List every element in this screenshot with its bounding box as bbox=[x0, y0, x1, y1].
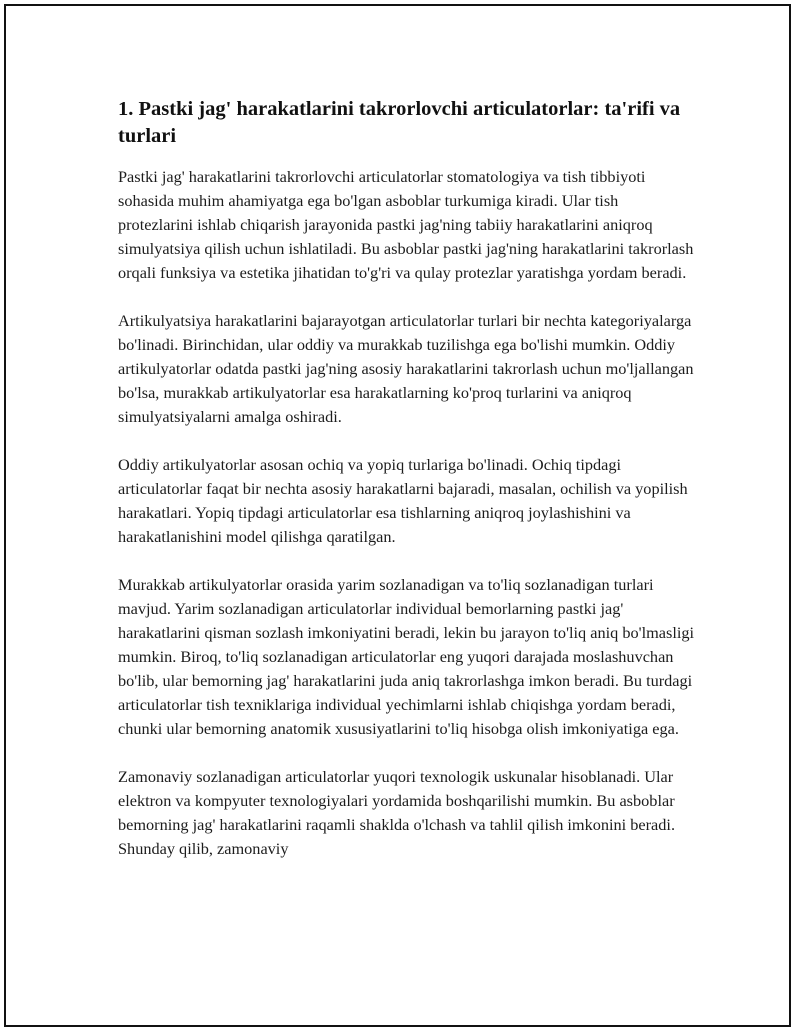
paragraph-3: Oddiy artikulyatorlar asosan ochiq va yopiq turlariga bo'linadi. Ochiq tipdagi articulatorlar faqat bir nechta asosiy harakatlarni bajaradi, masalan, ochilish va yopilish harakatlari. Yopiq tipdagi articulatorlar esa tishlarning aniqroq joylashishini va harakatlanishini model qilishga qaratilgan. bbox=[118, 455, 688, 546]
section-heading: 1. Pastki jag' harakatlarini takrorlovchi articulatorlar: ta'rifi va turlari bbox=[118, 98, 681, 147]
paragraph-2: Artikulyatsiya harakatlarini bajarayotgan articulatorlar turlari bir nechta kategoriyalarga bo'linadi. Birinchidan, ular oddiy va murakkab tuzilishga ega bo'lishi mumkin. Oddiy artikulyatorlar odatda pastki jag'ning asosiy harakatlarini takrorlash uchun mo'ljallangan bo'lsa, murakkab artikulyatorlar esa harakatlarning ko'proq turlarini va aniqroq simulyatsiyalarni amalga oshiradi. bbox=[118, 311, 694, 426]
document-body bbox=[118, 96, 696, 885]
paragraph-5: Zamonaviy sozlanadigan articulatorlar yuqori texnologik uskunalar hisoblanadi. Ular elektron va kompyuter texnologiyalari yordamida boshqarilishi mumkin. Bu asboblar bemorning jag' harakatlarini raqamli shaklda o'lchash va tahlil qilish imkonini beradi. Shunday qilib, zamonaviy bbox=[118, 767, 676, 858]
paragraph-1: Pastki jag' harakatlarini takrorlovchi articulatorlar stomatologiya va tish tibbiyoti sohasida muhim ahamiyatga ega bo'lgan asboblar turkumiga kiradi. Ular tish protezlarini ishlab chiqarish jarayonida pastki jag'ning tabiiy harakatlarini aniqroq simulyatsiya qilish uchun ishlatiladi. Bu asboblar pastki jag'ning harakatlarini takrorlash orqali funksiya va estetika jihatidan to'g'ri va qulay protezlar yaratishga yordam beradi. bbox=[118, 167, 694, 282]
paragraph-4: Murakkab artikulyatorlar orasida yarim sozlanadigan va to'liq sozlanadigan turlari mavjud. Yarim sozlanadigan articulatorlar individual bemorlarning pastki jag' harakatlarini qisman sozlash imkoniyatini beradi, lekin bu jarayon to'liq aniq bo'lmasligi mumkin. Biroq, to'liq sozlanadigan articulatorlar eng yuqori darajada moslashuvchan bo'lib, ular bemorning jag' harakatlarini juda aniq takrorlashga imkon beradi. Bu turdagi articulatorlar tish texniklariga individual yechimlarni ishlab chiqishga yordam beradi, chunki ular bemorning anatomik xususiyatlarini to'liq hisobga olish imkoniyatiga ega. bbox=[118, 575, 695, 738]
